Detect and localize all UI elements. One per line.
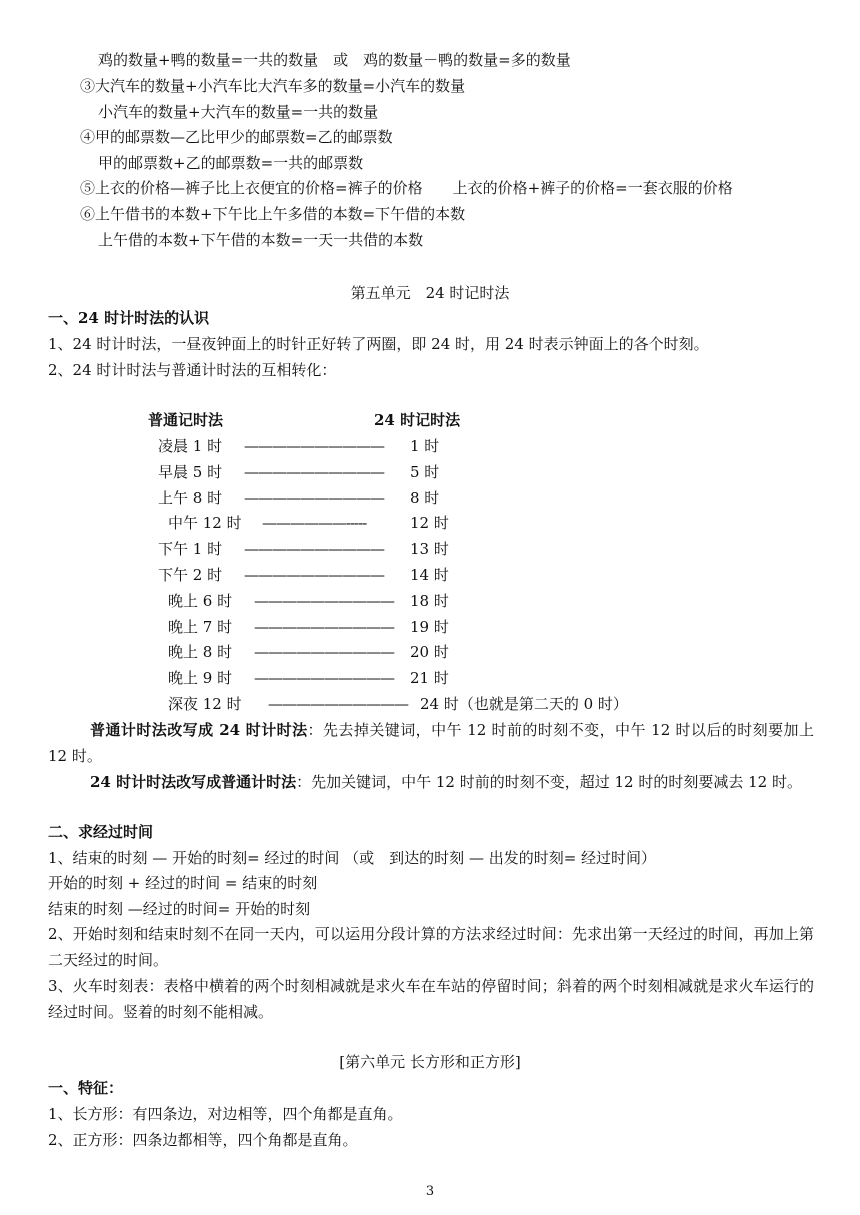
unit5-section2-heading: 二、求经过时间	[48, 823, 154, 841]
train-schedule-paragraph: 3、火车时刻表：表格中横着的两个时刻相减就是求火车在车站的停留时间；斜着的两个时刻相减就是求火车运行的经过时间。竖着的时刻不能相减。	[48, 977, 814, 1021]
normal-time: 早晨 5 时	[158, 462, 223, 481]
time-24h: 13 时	[410, 540, 449, 559]
dash-connector: ——————-----	[262, 514, 367, 533]
time-24h: 19 时	[410, 617, 449, 636]
time-24h: 12 时	[410, 514, 449, 533]
elapsed-line: 开始的时刻 + 经过的时间 = 结束的时刻	[48, 874, 318, 892]
formula-line: ③大汽车的数量+小汽车比大汽车多的数量=小汽车的数量	[80, 77, 466, 95]
time-24h: 20 时	[410, 643, 449, 662]
elapsed-paragraph: 2、开始时刻和结束时刻不在同一天内，可以运用分段计算的方法求经过时间：先求出第一天经过的时间，再加上第二天经过的时间。	[48, 925, 814, 969]
time-24h: 5 时	[410, 462, 440, 481]
formula-line: 小汽车的数量+大汽车的数量=一共的数量	[98, 103, 379, 121]
formula-line: ④甲的邮票数—乙比甲少的邮票数=乙的邮票数	[80, 128, 393, 146]
time-24h: 8 时	[410, 488, 440, 507]
unit6-title: [第六单元 长方形和正方形]	[339, 1053, 521, 1071]
time-24h: 1 时	[410, 437, 440, 455]
formula-line: 甲的邮票数+乙的邮票数=一共的邮票数	[98, 154, 364, 172]
dash-connector: ——————————	[244, 566, 384, 584]
unit5-item1: 1、24 时计时法，一昼夜钟面上的时针正好转了两圈，即 24 时，用 24 时表示钟面上的各个时刻。	[48, 335, 709, 353]
normal-time: 深夜 12 时	[168, 695, 242, 713]
unit6-item2: 2、正方形：四条边都相等，四个角都是直角。	[48, 1131, 358, 1149]
normal-time: 中午 12 时	[168, 514, 242, 533]
dash-connector: ——————————	[254, 591, 394, 610]
table-header-24h: 24 时记时法	[374, 411, 461, 429]
rule-24h-to-normal	[48, 769, 814, 795]
page-number: 3	[425, 1184, 435, 1199]
normal-time: 下午 1 时	[158, 540, 223, 559]
rule1-text: ：先去掉关键词，中午 12 时前的时刻不变，中午 12 时以后的时刻要加上 12 时。	[48, 721, 815, 765]
dash-connector: ——————————	[244, 488, 384, 507]
elapsed-line: 1、结束的时刻 — 开始的时刻= 经过的时间 （或 到达的时刻 — 出发的时刻= 经过时间）	[48, 849, 657, 867]
dash-connector: ——————————	[254, 643, 394, 662]
time-24h: 14 时	[410, 566, 449, 584]
dash-connector: ——————————	[268, 695, 408, 713]
dash-connector: ——————————	[244, 437, 384, 455]
formula-line: ⑥上午借书的本数+下午比上午多借的本数=下午借的本数	[80, 205, 466, 223]
rule1-bold: 普通计时法改写成 24 时计时法	[90, 721, 308, 739]
time-24h: 24 时（也就是第二天的 0 时）	[420, 695, 628, 713]
normal-time: 晚上 9 时	[168, 669, 233, 688]
unit6-item1: 1、长方形：有四条边，对边相等，四个角都是直角。	[48, 1105, 403, 1123]
formula-line: ⑤上衣的价格—裤子比上衣便宜的价格=裤子的价格 上衣的价格+裤子的价格=一套衣服的价格	[80, 179, 733, 197]
rule-normal-to-24h	[48, 717, 814, 769]
dash-connector: ——————————	[254, 617, 394, 636]
dash-connector: ——————————	[244, 462, 384, 481]
formula-line: 上午借的本数+下午借的本数=一天一共借的本数	[98, 231, 424, 249]
elapsed-line: 结束的时刻 —经过的时间= 开始的时刻	[48, 900, 311, 918]
unit5-section1-heading: 一、24 时计时法的认识	[48, 309, 210, 327]
table-header-normal: 普通记时法	[148, 411, 224, 429]
normal-time: 晚上 6 时	[168, 591, 233, 610]
normal-time: 上午 8 时	[158, 488, 223, 507]
normal-time: 晚上 8 时	[168, 643, 233, 662]
normal-time: 晚上 7 时	[168, 617, 233, 636]
normal-time: 下午 2 时	[158, 566, 223, 584]
rule2-bold: 24 时计时法改写成普通计时法	[90, 773, 297, 791]
dash-connector: ——————————	[254, 669, 394, 688]
time-24h: 21 时	[410, 669, 449, 688]
time-24h: 18 时	[410, 591, 449, 610]
dash-connector: ——————————	[244, 540, 384, 559]
unit5-title: 第五单元 24 时记时法	[350, 284, 510, 302]
unit6-section1-heading: 一、特征：	[48, 1079, 124, 1097]
unit5-item2: 2、24 时计时法与普通计时法的互相转化：	[48, 361, 337, 379]
formula-line: 鸡的数量+鸭的数量=一共的数量 或 鸡的数量－鸭的数量=多的数量	[98, 51, 571, 69]
rule2-text: ：先加关键词，中午 12 时前的时刻不变，超过 12 时的时刻要减去 12 时。	[296, 773, 802, 791]
normal-time: 凌晨 1 时	[158, 437, 223, 455]
